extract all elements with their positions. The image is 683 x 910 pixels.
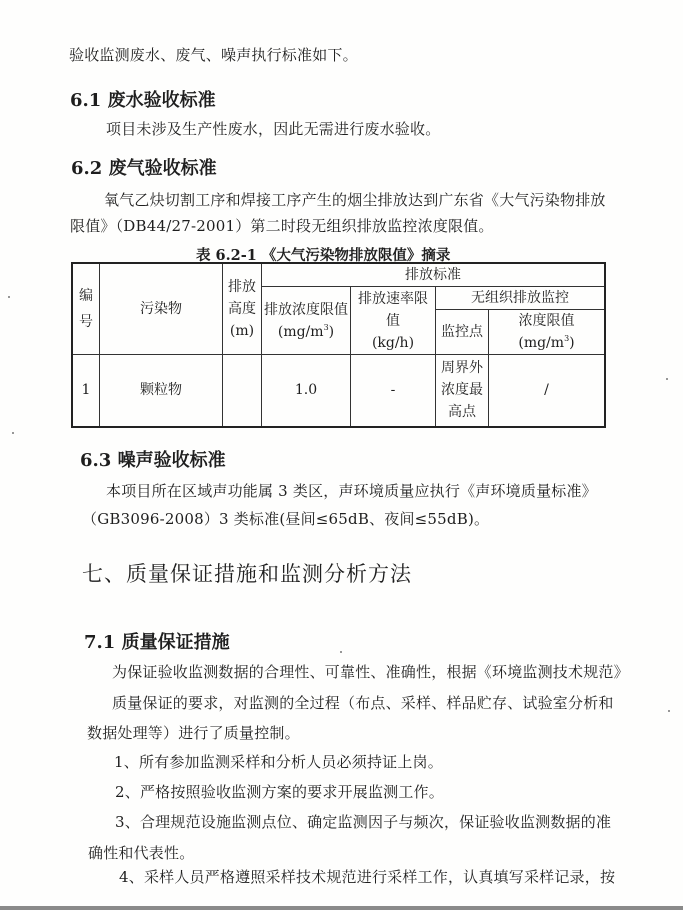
scan-speck <box>340 651 342 653</box>
qa-item-1: 1、所有参加监测采样和分析人员必须持证上岗。 <box>114 753 443 771</box>
header-standard: 排放标准 <box>262 263 606 287</box>
heading-number: 6.3 <box>80 450 112 471</box>
qa-item-2: 2、严格按照验收监测方案的要求开展监测工作。 <box>115 783 444 801</box>
heading-text: 废水验收标准 <box>107 90 216 111</box>
emission-limits-table <box>71 262 606 428</box>
header-fugitive-conc: 浓度限值$(mg/m^3)$ <box>489 310 606 355</box>
scan-speck <box>12 432 14 434</box>
heading-6-3 <box>80 446 226 472</box>
cell-rate-limit: - <box>351 355 436 427</box>
heading-6-1 <box>70 86 216 112</box>
header-rate-limit: 排放速率限值 (kg/h) <box>351 287 436 355</box>
cell-fugitive-conc: / <box>489 355 606 427</box>
exhaust-body-line1: 氧气乙炔切割工序和焊接工序产生的烟尘排放达到广东省《大气污染物排放 <box>104 191 606 209</box>
heading-7-1 <box>84 628 230 654</box>
exhaust-body-line2: 限值》（DB44/27-2001）第二时段无组织排放监控浓度限值。 <box>70 217 494 235</box>
scan-speck <box>666 378 668 380</box>
qa-item-4-line1: 4、采样人员严格遵照采样技术规范进行采样工作，认真填写采样记录，按 <box>119 868 616 886</box>
cell-height <box>223 355 262 427</box>
heading-text: 质量保证措施 <box>121 632 230 653</box>
scan-speck <box>668 710 670 712</box>
scan-speck <box>8 296 10 298</box>
cell-pollutant: 颗粒物 <box>100 355 223 427</box>
heading-text: 废气验收标准 <box>108 158 217 179</box>
header-height: 排放 高度 (m) <box>223 263 262 355</box>
page-bottom-edge <box>0 906 683 910</box>
heading-number: 7.1 <box>84 632 116 653</box>
header-pollutant: 污染物 <box>100 263 223 355</box>
heading-text: 噪声验收标准 <box>117 450 226 471</box>
header-fugitive: 无组织排放监控 <box>436 287 606 310</box>
cell-monitor-point: 周界外 浓度最 高点 <box>436 355 489 427</box>
heading-chapter-7: 七、质量保证措施和监测分析方法 <box>82 562 412 586</box>
wastewater-body: 项目未涉及生产性废水，因此无需进行废水验收。 <box>106 120 441 138</box>
qa-para-line3: 数据处理等）进行了质量控制。 <box>87 724 300 742</box>
heading-number: 6.2 <box>71 158 103 179</box>
table-row <box>72 355 605 427</box>
header-conc-limit: 排放浓度限值 $(mg/m^3)$ <box>262 287 351 355</box>
intro-text: 验收监测废水、废气、噪声执行标准如下。 <box>69 46 358 64</box>
heading-6-2 <box>71 154 217 180</box>
cell-conc-limit: 1.0 <box>262 355 351 427</box>
qa-para-line1: 为保证验收监测数据的合理性、可靠性、准确性，根据《环境监测技术规范》 <box>112 663 629 681</box>
qa-item-3-line2: 确性和代表性。 <box>88 844 195 862</box>
cell-no: 1 <box>72 355 100 427</box>
noise-body-line1: 本项目所在区域声功能属 3 类区，声环境质量应执行《声环境质量标准》 <box>106 482 597 500</box>
heading-number: 6.1 <box>70 90 102 111</box>
header-monitor-point: 监控点 <box>436 310 489 355</box>
qa-para-line2: 质量保证的要求，对监测的全过程（布点、采样、样品贮存、试验室分析和 <box>112 694 614 712</box>
noise-body-line2: （GB3096-2008）3 类标准(昼间≤65dB、夜间≤55dB)。 <box>82 510 490 528</box>
table-caption: 表 6.2-1 《大气污染物排放限值》摘录 <box>196 247 451 264</box>
qa-item-3-line1: 3、合理规范设施监测点位、确定监测因子与频次，保证验收监测数据的准 <box>115 813 612 831</box>
header-no: 编 号 <box>72 263 100 355</box>
